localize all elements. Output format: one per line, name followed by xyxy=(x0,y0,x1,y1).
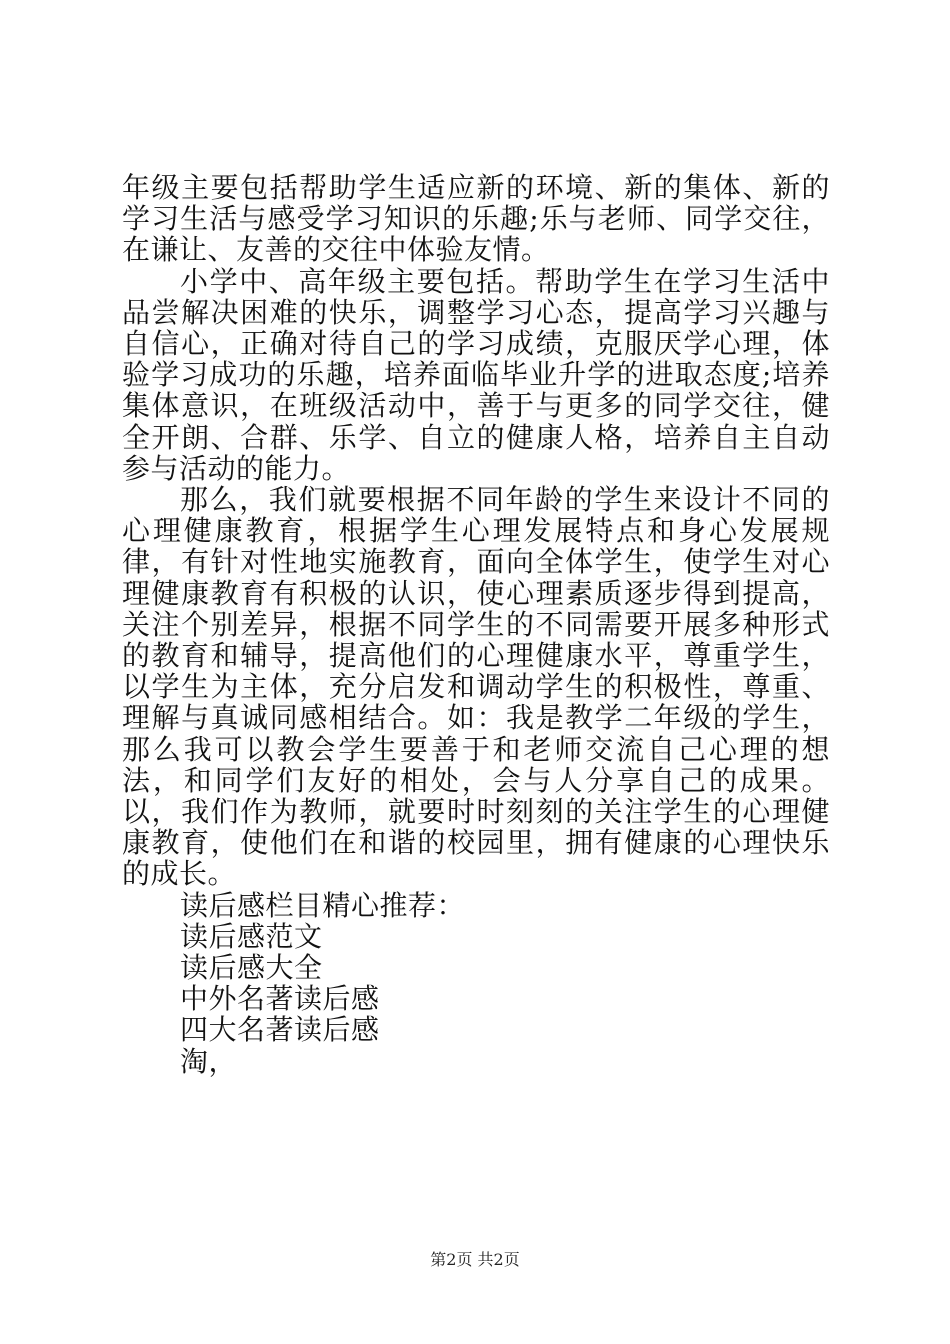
recommend-link-5: 淘， xyxy=(180,1044,238,1078)
recommend-link-1[interactable]: 读后感范文 xyxy=(180,919,323,953)
paragraph-3: 那么，我们就要根据不同年龄的学生来设计不同的心理健康教育，根据学生心理发展特点和身心发展规律，有针对性地实施教育，面向全体学生，使学生对心理健康教育有积极的认识，使心理素质逐步得到提高，关注个别差异，根据不同学生的不同需要开展多种形式的教育和辅导，提高他们的心理健康水平，尊重学生，以学生为主体，充分启发和调动学生的积极性，尊重、理解与真诚同感相结合。如：我是教学二年级的学生，那么我可以教会学生要善于和老师交流自己心理的想法，和同学们友好的相处，会与人分享自己的成果。以，我们作为教师，就要时时刻刻的关注学生的心理健康教育，使他们在和谐的校园里，拥有健康的心理快乐的成长。 xyxy=(122,483,830,891)
paragraph-1: 年级主要包括帮助学生适应新的环境、新的集体、新的学习生活与感受学习知识的乐趣;乐与老师、同学交往，在谦让、友善的交往中体验友情。 xyxy=(122,171,830,267)
recommend-list xyxy=(122,921,830,1077)
recommend-link-4[interactable]: 四大名著读后感 xyxy=(180,1013,380,1047)
page-number-footer: 第2页 共2页 xyxy=(430,1250,520,1269)
paragraph-2: 小学中、高年级主要包括。帮助学生在学习生活中品尝解决困难的快乐，调整学习心态，提高学习兴趣与自信心，正确对待自己的学习成绩，克服厌学心理，体验学习成功的乐趣，培养面临毕业升学的进取态度;培养集体意识，在班级活动中，善于与更多的同学交往，健全开朗、合群、乐学、自立的健康人格，培养自主自动参与活动的能力。 xyxy=(122,264,830,485)
document-body xyxy=(122,172,830,1077)
recommend-link-3[interactable]: 中外名著读后感 xyxy=(180,982,380,1016)
recommend-link-2[interactable]: 读后感大全 xyxy=(180,951,323,985)
recommend-heading: 读后感栏目精心推荐： xyxy=(180,888,466,922)
